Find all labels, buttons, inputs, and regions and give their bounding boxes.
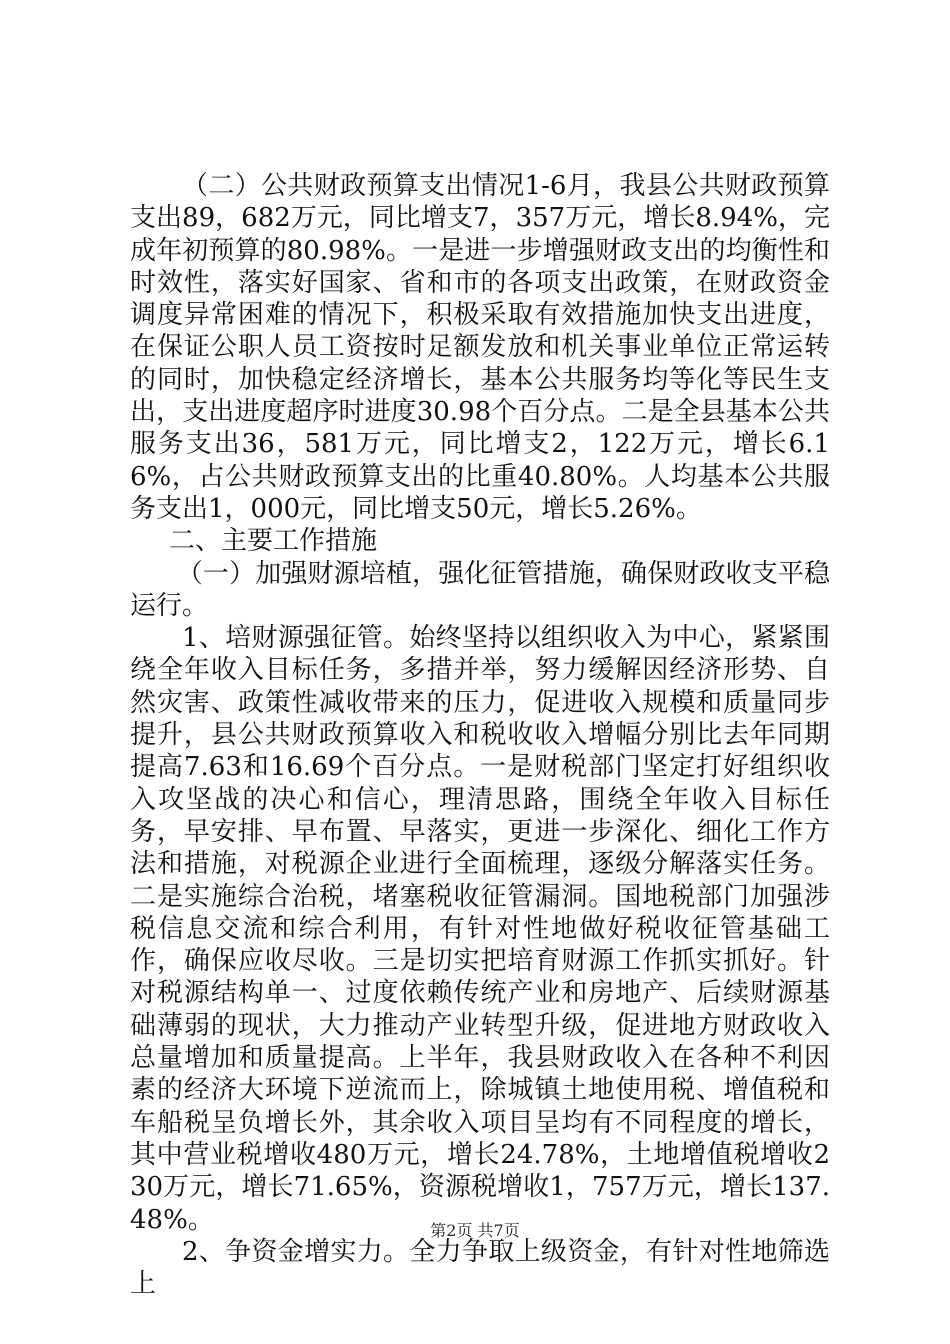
section-heading-main-measures: 二、主要工作措施 bbox=[169, 526, 378, 557]
document-body bbox=[130, 170, 830, 1300]
paragraph-fund-raising: 2、争资金增实力。全力争取上级资金，有针对性地筛选上 bbox=[130, 1236, 830, 1300]
paragraph-public-budget-expenditure: （二）公共财政预算支出情况1-6月，我县公共财政预算支出89，682万元，同比增支7，357万元，增长8.94%，完成年初预算的80.98%。一是进一步增强财政支出的均衡性和时效性，落实好国家、省和市的各项支出政策，在财政资金调度异常困难的情况下，积极采取有效措施加快支出进度，在保证公职人员工资按时足额发放和机关事业单位正常运转的同时，加快稳定经济增长，基本公共服务均等化等民生支出，支出进度超序时进度30.98个百分点。二是全县基本公共服务支出36，581万元，同比增支2，122万元，增长6.16%，占公共财政预算支出的比重40.80%。人均基本公共服务支出1，000元，同比增支50元，增长5.26%。 bbox=[130, 171, 830, 524]
page-number-footer: 第2页 共7页 bbox=[430, 1221, 520, 1240]
paragraph-revenue-collection: 1、培财源强征管。始终坚持以组织收入为中心，紧紧围绕全年收入目标任务，多措并举，努力缓解因经济形势、自然灾害、政策性减收带来的压力，促进收入规模和质量同步提升，县公共财政预算收入和税收收入增幅分别比去年同期提高7.63和16.69个百分点。一是财税部门坚定打好组织收入攻坚战的决心和信心，理清思路，围绕全年收入目标任务，早安排、早布置、早落实，更进一步深化、细化工作方法和措施，对税源企业进行全面梳理，逐级分解落实任务。二是实施综合治税，堵塞税收征管漏洞。国地税部门加强涉税信息交流和综合利用，有针对性地做好税收征管基础工作，确保应收尽收。三是切实把培育财源工作抓实抓好。针对税源结构单一、过度依赖传统产业和房地产、后续财源基础薄弱的现状，大力推动产业转型升级，促进地方财政收入总量增加和质量提高。上半年，我县财政收入在各种不利因素的经济大环境下逆流而上，除城镇土地使用税、增值税和车船税呈负增长外，其余收入项目呈均有不同程度的增长，其中营业税增收480万元，增长24.78%，土地增值税增收230万元，增长71.65%，资源税增收1，757万元，增长137.48%。 bbox=[130, 623, 830, 1235]
subsection-heading-revenue-cultivation: （一）加强财源培植，强化征管措施，确保财政收支平稳运行。 bbox=[130, 558, 830, 621]
